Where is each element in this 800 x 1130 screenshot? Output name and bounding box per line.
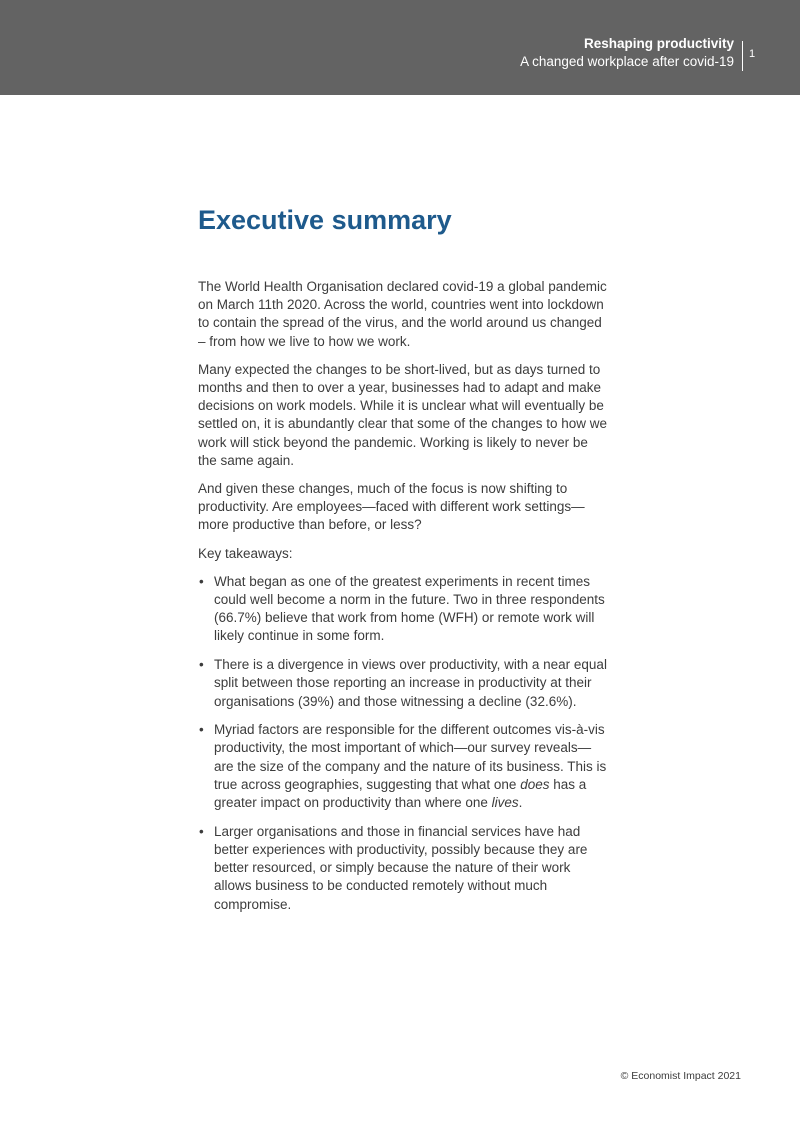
header-divider	[742, 41, 743, 71]
bullet-icon: •	[199, 657, 204, 673]
takeaway-text-part: .	[518, 795, 523, 811]
header-text	[520, 35, 734, 71]
main-content	[198, 200, 608, 924]
page-number: 1	[749, 48, 756, 60]
takeaway-text: What began as one of the greatest experiments in recent times could well become a norm in the future. Two in three respondents (66.7%) believe that work from home (WFH) or remote work will likely continue in some form.	[214, 573, 605, 644]
bullet-icon: •	[199, 823, 204, 839]
context-paragraph: Many expected the changes to be short-lived, but as days turned to months and then to over a year, businesses had to adapt and make decisions on work models. While it is unclear what will eventually be settled on, it is abundantly clear that some of the changes to how we work will stick beyond the pandemic. Working is likely to never be the same again.	[198, 361, 607, 468]
takeaway-text-part: Myriad factors are responsible for the different outcomes vis-à-vis productivity, the most important of which—our survey reveals—are the size of the company and the nature of its business. This is true across geographies, suggesting that what one	[214, 722, 607, 792]
report-subtitle: A changed workplace after covid-19	[520, 54, 734, 69]
takeaway-item	[198, 656, 608, 711]
takeaway-item	[198, 573, 608, 646]
takeaway-text: Larger organisations and those in financial services have had better experiences with productivity, possibly because they are better resourced, or simply because the nature of their work allows business to be conducted remotely without much compromise.	[214, 823, 588, 912]
emphasis-lives: lives	[491, 795, 519, 811]
header-band	[0, 0, 800, 95]
focus-paragraph: And given these changes, much of the focus is now shifting to productivity. Are employees—faced with different work settings—more productive than before, or less?	[198, 481, 585, 533]
takeaway-text	[214, 722, 606, 810]
takeaway-text: There is a divergence in views over productivity, with a near equal split between those reporting an increase in productivity at their organisations (39%) and those witnessing a decline (32.6%).	[214, 657, 607, 709]
takeaway-text-part: has a greater impact on productivity than where one	[214, 776, 587, 811]
intro-paragraph: The World Health Organisation declared covid-19 a global pandemic on March 11th 2020. Across the world, countries went into lockdown to contain the spread of the virus, and the world around us changed – from how we live to how we work.	[198, 279, 607, 349]
takeaways-label: Key takeaways:	[198, 545, 293, 561]
bullet-icon: •	[199, 722, 204, 738]
takeaway-item	[198, 721, 608, 812]
page-title: Executive summary	[198, 205, 452, 235]
report-title: Reshaping productivity	[583, 36, 734, 51]
bullet-icon: •	[199, 573, 204, 589]
emphasis-does: does	[520, 776, 550, 792]
footer-copyright: © Economist Impact 2021	[620, 1070, 741, 1082]
takeaways-list	[198, 573, 608, 914]
takeaway-item	[198, 823, 608, 914]
